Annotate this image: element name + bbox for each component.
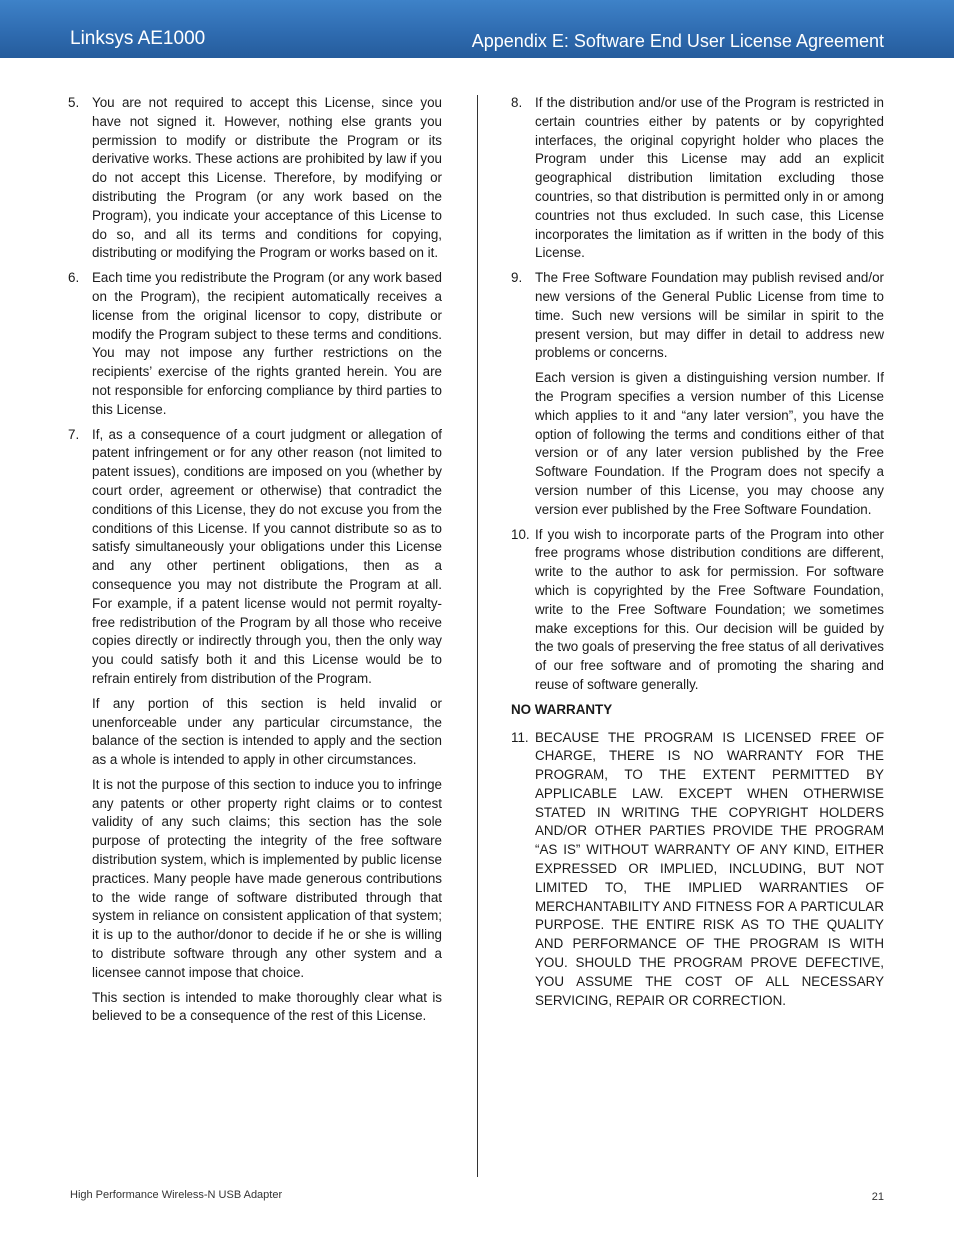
item-number: 8. (511, 95, 523, 110)
item-paragraph: If any portion of this section is held invalid or unenforceable under any particular circumstance, the balance of the section is intended to apply and the section as a whole is intended to apply in other circumstances. (92, 695, 442, 768)
item-number: 9. (511, 270, 523, 286)
license-item-7 (60, 426, 442, 1027)
license-item-10 (503, 526, 884, 695)
item-paragraph: You are not required to accept this License, since you have not signed it. However, nothing else grants you permission to modify or distribute the Program or its derivative works. These actions are prohibited by law if you do not accept this License. Therefore, by modifying or distributing the Program (or any work based on the Program), you indicate your acceptance of this License to do so, and all its terms and conditions for copying, distributing or modifying the Program or works based on it. (92, 95, 442, 261)
column-divider (477, 95, 478, 1177)
item-number: 11. (511, 729, 529, 745)
left-column (60, 94, 442, 1032)
license-item-9 (503, 269, 884, 519)
footer-page-number: 21 (871, 1191, 884, 1203)
license-item-11 (503, 729, 884, 1011)
header-product-name: Linksys AE1000 (70, 28, 206, 49)
item-paragraph: Each time you redistribute the Program (or any work based on the Program), the recipient automatically receives a license from the original licensor to copy, distribute or modify the Program subject to these terms and conditions. You may not impose any further restrictions on the recipients’ exercise of the rights granted herein. You are not responsible for enforcing compliance by third parties to this License. (92, 270, 442, 417)
item-paragraph: Each version is given a distinguishing version number. If the Program specifies a version number of this License which applies to it and “any later version”, you have the option of following the terms and conditions either of that version or of any later version published by the Free Software Foundation. If the Program does not specify a version number of this License, you may choose any version ever published by the Free Software Foundation. (535, 370, 884, 517)
item-paragraph: The Free Software Foundation may publish revised and/or new versions of the General Public License from time to time. Such new versions will be similar in spirit to the present version, but may differ in detail to address new problems or concerns. (535, 270, 884, 361)
license-item-6 (60, 269, 442, 419)
license-item-8 (503, 94, 884, 263)
item-paragraph: If you wish to incorporate parts of the Program into other free programs whose distribution conditions are different, write to the author to ask for permission. For software which is copyrighted by the Free Software Foundation, write to the Free Software Foundation; we sometimes make exceptions for this. Our decision will be guided by the two goals of preserving the free status of all derivatives of our free software and of promoting the sharing and reuse of software generally. (535, 526, 884, 692)
item-number: 6. (68, 270, 80, 286)
item-paragraph: It is not the purpose of this section to induce you to infringe any patents or other property right claims or to contest validity of any such claims; this section has the sole purpose of protecting the integrity of the free software distribution system, which is implemented by public license practices. Many people have made generous contributions to the wide range of software distributed through that system in reliance on consistent application of that system; it is up to the author/donor to decide if he or she is willing to distribute software through any other system and a licensee cannot impose that choice. (92, 776, 442, 980)
item-paragraph: If, as a consequence of a court judgment or allegation of patent infringement or for any other reason (not limited to patent issues), conditions are imposed on you (whether by court order, agreement or otherwise) that contradict the conditions of this License, they do not excuse you from the conditions of this License. If you cannot distribute so as to satisfy simultaneously your obligations under this License and any other pertinent obligations, then as a consequence you may not distribute the Program at all. For example, if a patent license would not permit royalty-free redistribution of the Program by all those who receive copies directly or indirectly through you, then the only way you could satisfy both it and this License would be to refrain entirely from distribution of the Program. (92, 426, 442, 686)
footer-product-description: High Performance Wireless-N USB Adapter (70, 1189, 283, 1201)
item-number: 5. (68, 95, 80, 110)
section-heading-no-warranty: NO WARRANTY (511, 701, 613, 717)
item-paragraph: If the distribution and/or use of the Program is restricted in certain countries either by patents or by copyrighted interfaces, the original copyright holder who places the Program under this License may add an explicit geographical distribution limitation excluding those countries, so that distribution is permitted only in or among countries not thus excluded. In such case, this License incorporates the limitation as if written in the body of this License. (535, 95, 884, 261)
license-item-5 (60, 94, 442, 263)
item-number: 7. (68, 426, 80, 442)
right-column (503, 94, 884, 1016)
header-section-title: Appendix E: Software End User License Agreement (471, 31, 884, 51)
item-number: 10. (511, 526, 530, 542)
item-paragraph: BECAUSE THE PROGRAM IS LICENSED FREE OF CHARGE, THERE IS NO WARRANTY FOR THE PROGRAM, TO THE EXTENT PERMITTED BY APPLICABLE LAW. EXCEPT WHEN OTHERWISE STATED IN WRITING THE COPYRIGHT HOLDERS AND/OR OTHER PARTIES PROVIDE THE PROGRAM “AS IS” WITHOUT WARRANTY OF ANY KIND, EITHER EXPRESSED OR IMPLIED, INCLUDING, BUT NOT LIMITED TO, THE IMPLIED WARRANTIES OF MERCHANTABILITY AND FITNESS FOR A PARTICULAR PURPOSE. THE ENTIRE RISK AS TO THE QUALITY AND PERFORMANCE OF THE PROGRAM IS WITH YOU. SHOULD THE PROGRAM PROVE DEFECTIVE, YOU ASSUME THE COST OF ALL NECESSARY SERVICING, REPAIR OR CORRECTION. (535, 729, 884, 1008)
item-paragraph: This section is intended to make thoroughly clear what is believed to be a consequence of the rest of this License. (92, 989, 442, 1024)
page-header (0, 0, 954, 58)
